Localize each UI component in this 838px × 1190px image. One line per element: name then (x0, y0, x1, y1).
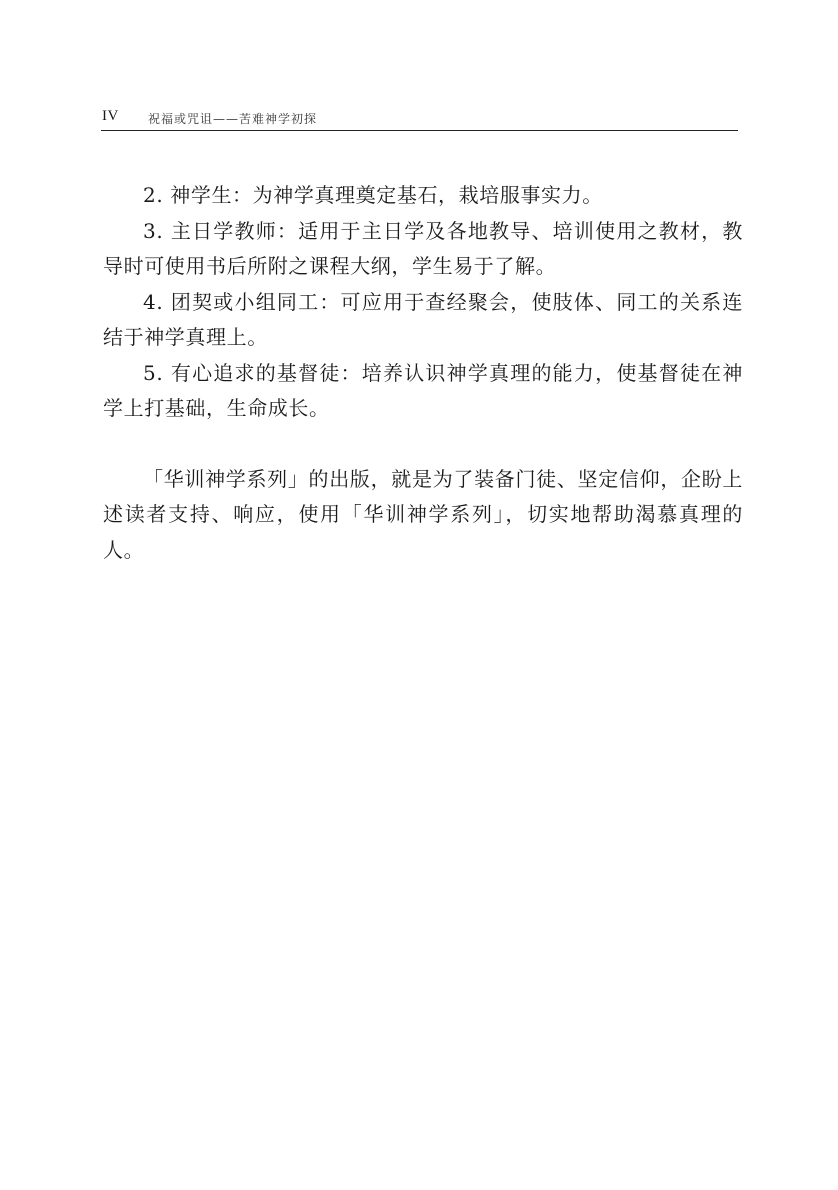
running-header (101, 106, 738, 131)
body-text (103, 178, 743, 568)
paragraph-item-4: 4. 团契或小组同工：可应用于查经聚会，使肢体、同工的关系连结于神学真理上。 (103, 289, 743, 349)
paragraph-item-5: 5. 有心追求的基督徒：培养认识神学真理的能力，使基督徒在神学上打基础，生命成长。 (103, 360, 743, 420)
paragraph-item-2: 2. 神学生：为神学真理奠定基石，栽培服事实力。 (143, 183, 603, 207)
page-number: IV (102, 108, 119, 124)
closing-paragraph: 「华训神学系列」的出版，就是为了装备门徒、坚定信仰，企盼上述读者支持、响应，使用「华训神学系列」，切实地帮助渴慕真理的人。 (103, 466, 743, 562)
paragraph-item-3: 3. 主日学教师：适用于主日学及各地教导、培训使用之教材，教导时可使用书后所附之课程大纲，学生易于了解。 (103, 218, 743, 278)
running-title: 祝福或咒诅——苦难神学初探 (148, 112, 318, 126)
